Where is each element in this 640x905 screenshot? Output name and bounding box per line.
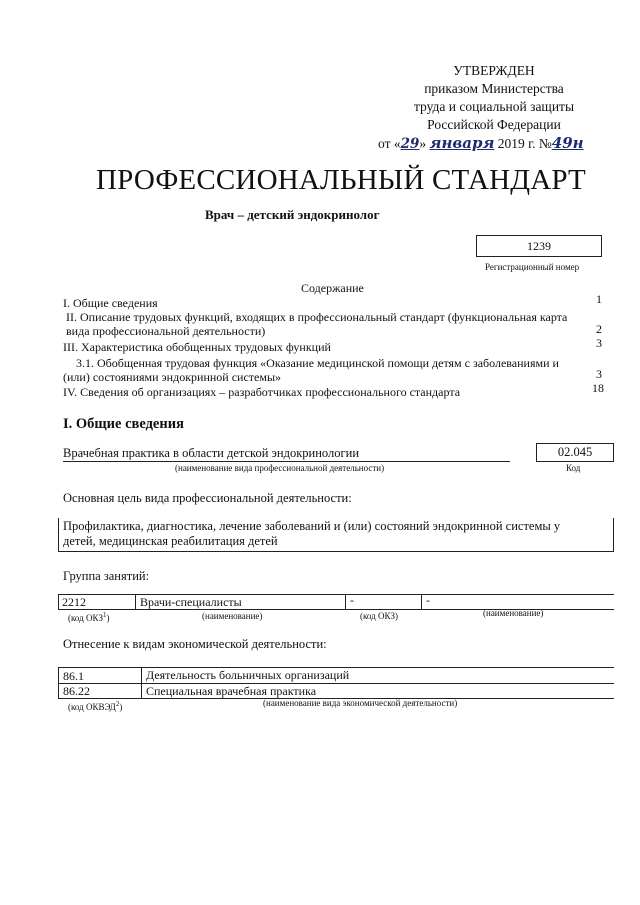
approval-line1: УТВЕРЖДЕН	[453, 63, 535, 78]
economic-divider	[141, 667, 142, 698]
activity-code: 02.045	[557, 445, 593, 459]
page-title: ПРОФЕССИОНАЛЬНЫЙ СТАНДАРТ	[96, 164, 586, 196]
activity-caption: (наименование вида профессиональной деятельности)	[175, 463, 385, 473]
approval-block	[376, 62, 612, 153]
goal-line2: детей, медицинская реабилитация детей	[63, 534, 278, 548]
order-prefix: от «	[378, 136, 401, 151]
contents-heading: Содержание	[301, 281, 364, 295]
occupation-divider-1	[135, 594, 136, 609]
economic-label: Отнесение к видам экономической деятельности:	[63, 637, 327, 651]
section1-heading: I. Общие сведения	[63, 416, 184, 432]
toc-item-1	[63, 296, 608, 310]
occupation-caption-name: (наименование)	[202, 611, 263, 621]
toc-item-3-text: III. Характеристика обобщенных трудовых функций	[63, 340, 331, 354]
economic-caption-name: (наименование вида экономической деятельности)	[263, 698, 458, 708]
registration-label: Регистрационный номер	[485, 262, 580, 272]
activity-code-box	[536, 443, 614, 462]
activity-underline	[63, 461, 510, 462]
registration-number: 1239	[527, 239, 551, 253]
occupation-caption-code-2: (код ОКЗ)	[360, 611, 398, 621]
goal-line1: Профилактика, диагностика, лечение заболеваний и (или) состояний эндокринной системы у	[63, 519, 561, 533]
group-label: Группа занятий:	[63, 569, 150, 583]
order-day: 29	[400, 136, 420, 152]
page-subtitle: Врач – детский эндокринолог	[205, 207, 380, 222]
toc-item-5	[63, 385, 608, 399]
economic-code-1: 86.1	[63, 669, 84, 683]
toc-item-2	[66, 310, 611, 338]
toc-item-1-page: 1	[596, 292, 602, 306]
occupation-name-2: -	[426, 593, 430, 607]
toc-item-4-text2: (или) состояниями эндокринной системы»	[63, 370, 282, 384]
goal-label: Основная цель вида профессиональной деятельности:	[63, 491, 352, 505]
order-mid: »	[419, 136, 427, 151]
toc-item-4-text: 3.1. Обобщенная трудовая функция «Оказание медицинской помощи детям с заболеваниями и	[76, 356, 559, 370]
toc-item-5-text: IV. Сведения об организациях – разработчиках профессионального стандарта	[63, 385, 461, 399]
occupation-code-1: 2212	[62, 595, 86, 609]
occupation-caption-code: (код ОКЗ$^1$)	[68, 611, 110, 623]
toc-item-2-text: II. Описание трудовых функций, входящих в профессиональный стандарт (функциональная карта	[66, 310, 568, 324]
toc-item-2-page: 2	[596, 322, 602, 336]
order-year: 2019 г. №	[497, 136, 552, 151]
toc-item-1-text: I. Общие сведения	[63, 296, 158, 310]
economic-name-2: Специальная врачебная практика	[146, 684, 317, 698]
approval-line2: приказом Министерства	[424, 81, 564, 96]
occupation-name-1: Врачи-специалисты	[140, 595, 242, 609]
economic-left-border	[58, 667, 59, 698]
occupation-divider-2	[345, 594, 346, 609]
toc-item-3-page: 3	[596, 336, 602, 350]
toc-item-3	[63, 340, 608, 354]
toc-item-4-page: 3	[596, 367, 602, 381]
toc-item-5-page: 18	[592, 381, 604, 395]
occupation-left-border	[58, 594, 59, 609]
economic-caption-code: (код ОКВЭД$^2$)	[68, 700, 123, 712]
toc-item-4	[63, 356, 608, 384]
order-month: января	[429, 134, 495, 152]
occupation-divider-3	[421, 594, 422, 609]
order-line	[376, 134, 612, 153]
activity-name: Врачебная практика в области детской эндокринологии	[63, 446, 360, 460]
approval-line3: труда и социальной защиты	[413, 99, 575, 114]
toc-item-2-text2: вида профессиональной деятельности)	[66, 324, 266, 338]
registration-box	[476, 235, 602, 257]
economic-code-2: 86.22	[63, 684, 90, 698]
economic-name-1: Деятельность больничных организаций	[146, 668, 350, 682]
approval-line4: Российской Федерации	[427, 117, 561, 132]
activity-code-caption: Код	[566, 463, 581, 473]
order-number: 49н	[551, 134, 584, 152]
occupation-caption-name-2: (наименование)	[483, 608, 544, 618]
occupation-code-2: -	[350, 593, 354, 607]
goal-box	[58, 518, 614, 552]
